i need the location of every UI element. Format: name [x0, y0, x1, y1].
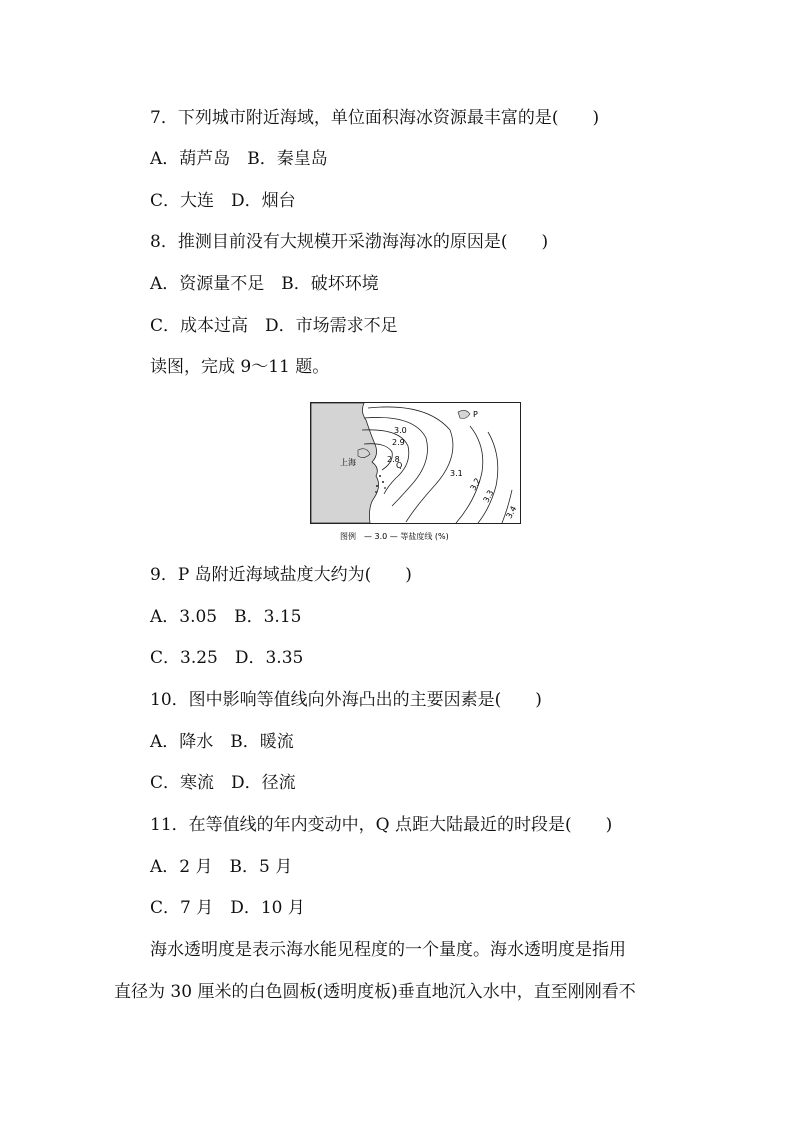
- salinity-map-figure: [310, 402, 522, 545]
- island-dot: [375, 491, 377, 493]
- contour-label-3-3: 3.3: [481, 488, 496, 505]
- question-11-stem: 11．在等值线的年内变动中，Q 点距大陆最近的时段是( ): [150, 815, 613, 835]
- question-10-options-ab: A．降水 B．暖流: [150, 732, 294, 752]
- figure-legend: 图例 — 3.0 — 等盐度线 (%): [340, 532, 449, 541]
- question-10-stem: 10．图中影响等值线向外海凸出的主要因素是( ): [150, 690, 542, 710]
- question-8-options-ab: A．资源量不足 B．破坏环境: [150, 274, 379, 294]
- question-7-options-ab: A．葫芦岛 B．秦皇岛: [150, 149, 328, 169]
- contour-label-3-1: 3.1: [450, 469, 463, 478]
- question-10-options-cd: C．寒流 D．径流: [150, 773, 296, 793]
- question-11-options-cd: C．7 月 D．10 月: [150, 898, 305, 918]
- point-label-q: Q: [396, 461, 403, 470]
- contour-label-2-8: 2.8: [387, 455, 400, 464]
- question-9-options-cd: C．3.25 D．3.35: [150, 648, 304, 668]
- salinity-map: [310, 402, 522, 545]
- contour-label-3-2: 3.2: [468, 476, 483, 493]
- island-dot: [376, 485, 378, 487]
- island-dot: [379, 475, 381, 477]
- question-9-stem: 9．P 岛附近海域盐度大约为( ): [150, 565, 412, 585]
- figure-instruction: 读图，完成 9～11 题。: [150, 357, 330, 377]
- point-label-p: P: [473, 410, 478, 419]
- passage-line-1: 海水透明度是表示海水能见程度的一个量度。海水透明度是指用: [150, 940, 626, 960]
- question-8-options-cd: C．成本过高 D．市场需求不足: [150, 316, 398, 336]
- island-dot: [382, 481, 384, 483]
- contour-label-3-4: 3.4: [504, 504, 519, 521]
- contour-label-3-0: 3.0: [394, 426, 407, 435]
- contour-label-2-9: 2.9: [392, 438, 405, 447]
- island-dot: [384, 487, 386, 489]
- passage-line-2: 直径为 30 厘米的白色圆板(透明度板)垂直地沉入水中，直至刚刚看不: [114, 982, 636, 1002]
- question-9-options-ab: A．3.05 B．3.15: [150, 607, 302, 627]
- question-7-stem: 7．下列城市附近海域，单位面积海冰资源最丰富的是( ): [150, 108, 600, 128]
- question-11-options-ab: A．2 月 B．5 月: [150, 857, 293, 877]
- place-label-shanghai: 上海: [340, 458, 356, 467]
- question-7-options-cd: C．大连 D．烟台: [150, 191, 296, 211]
- question-8-stem: 8．推测目前没有大规模开采渤海海冰的原因是( ): [150, 232, 549, 252]
